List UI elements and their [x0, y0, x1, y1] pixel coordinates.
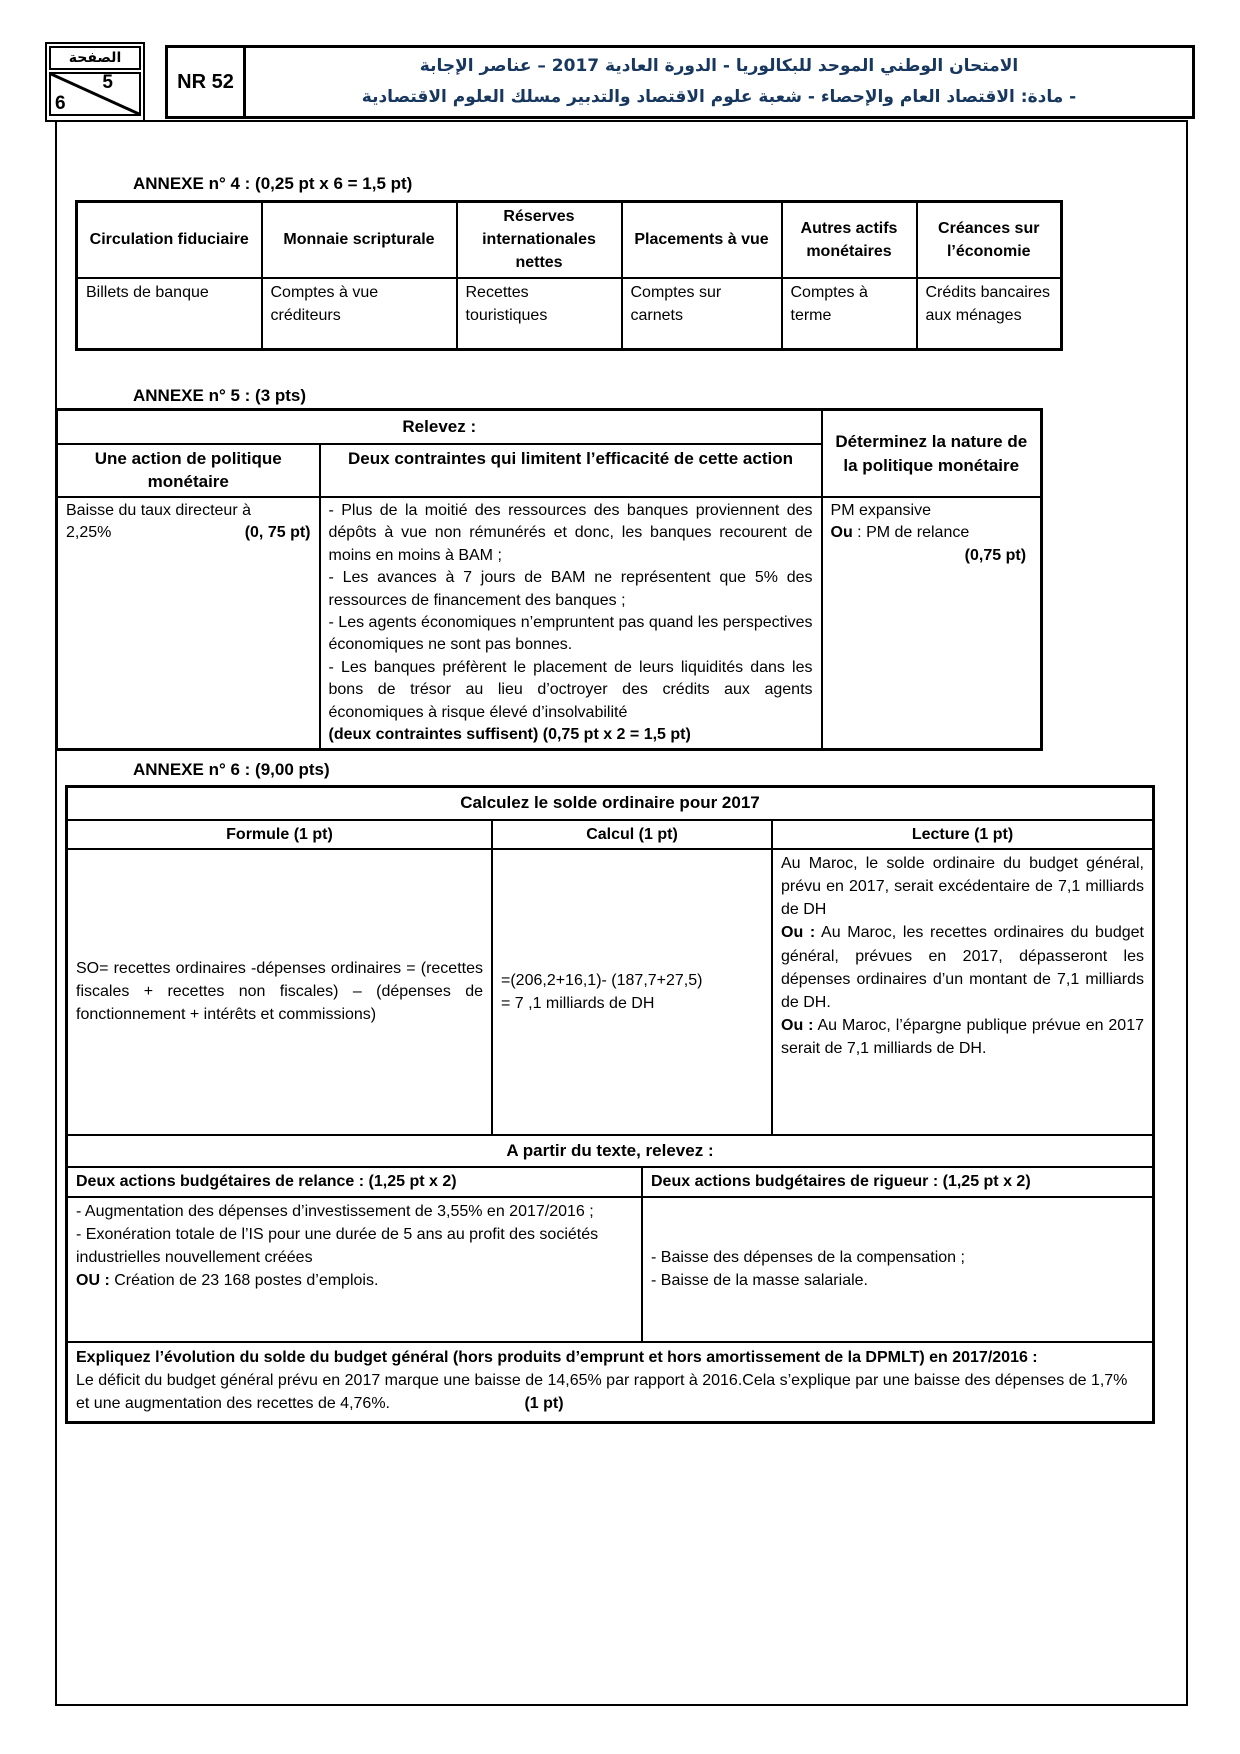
exam-reference-number: NR 52	[168, 48, 246, 116]
exam-title-line2: - مادة: الاقتصاد العام والإحصاء - شعبة علوم الاقتصاد والتدبير مسلك العلوم الاقتصادية	[361, 87, 1077, 107]
annexe4-table	[75, 200, 1063, 351]
relance-item-text: Création de 23 168 postes d’emplois.	[109, 1272, 379, 1290]
rigueur-item: - Baisse de la masse salariale.	[651, 1272, 868, 1290]
page-fraction	[49, 72, 141, 116]
lecture-text: Au Maroc, les recettes ordinaires du budget général, prévues en 2017, dépasseront les dépenses ordinaires d’un montant de 7,1 milliards de DH.	[781, 924, 1144, 1011]
annexe6-heading: ANNEXE n° 6 : (9,00 pts)	[133, 760, 330, 779]
annexe5-relevez-row	[57, 410, 1042, 444]
annexe4-cell: Recettes touristiques	[457, 278, 622, 350]
annexe6-table	[65, 785, 1155, 1424]
page-label: الصفحة	[49, 46, 141, 70]
constraint-item: - Les banques préfèrent le placement de leurs liquidités dans les bons de trésor au lieu d’octroyer des crédits aux agents économiques à risque élevé d’insolvabilité	[328, 658, 813, 721]
constraint-item: - Les avances à 7 jours de BAM ne représentent que 5% des ressources de financement des banques ;	[328, 569, 813, 609]
annexe6-explain-section	[68, 1341, 1152, 1422]
nature-points: (0,75 pt)	[964, 546, 1027, 564]
ou-label: Ou :	[781, 924, 816, 942]
relance-item: - Augmentation des dépenses d’investissement de 3,55% en 2017/2016 ;	[76, 1202, 594, 1220]
annexe4-cell: Comptes sur carnets	[622, 278, 782, 350]
nature-or-rest: : PM de relance	[852, 524, 970, 542]
annexe4-heading: ANNEXE n° 4 : (0,25 pt x 6 = 1,5 pt)	[133, 174, 413, 193]
annexe5-nature-header: Déterminez la nature de la politique monétaire	[822, 410, 1042, 498]
action-text: Baisse du taux directeur à	[66, 502, 251, 520]
calcul-line1: =(206,2+16,1)- (187,7+27,5)	[501, 971, 703, 989]
nature-answer-line1: PM expansive	[830, 502, 932, 520]
annexe4-col-header: Circulation fiduciaire	[77, 202, 262, 278]
lecture-cell	[773, 850, 1152, 1134]
annexe4-cell: Comptes à terme	[782, 278, 917, 350]
lecture-paragraph: Au Maroc, le solde ordinaire du budget général, prévu en 2017, serait excédentaire de 7,1 milliards de DH	[781, 854, 1144, 919]
explain-points: (1 pt)	[524, 1395, 564, 1413]
relance-item	[76, 1269, 633, 1292]
annexe4-col-header: Autres actifs monétaires	[782, 202, 917, 278]
page-current: 5	[102, 72, 113, 93]
annexe6-actions-row	[68, 1196, 1152, 1341]
annexe4-header-row	[77, 202, 1062, 278]
constraint-item: - Plus de la moitié des ressources des banques proviennent des dépôts à vue non rémunérés et donc, les banques recourent de moins en moins à BAM ;	[328, 502, 813, 564]
header-titlebar	[165, 45, 1195, 119]
annexe5-heading: ANNEXE n° 5 : (3 pts)	[133, 386, 307, 405]
annexe6-actions-headers	[68, 1166, 1152, 1195]
formule-cell: SO= recettes ordinaires -dépenses ordinaires = (recettes fiscales + recettes non fiscales) – (dépenses de fonctionnement + intérêts et commissions)	[68, 850, 493, 1134]
rigueur-item: - Baisse des dépenses de la compensation ;	[651, 1248, 965, 1266]
relance-cell	[68, 1198, 643, 1341]
rigueur-header: Deux actions budgétaires de rigueur : (1,25 pt x 2)	[651, 1173, 1031, 1191]
action-text-line2	[66, 522, 311, 544]
annexe4-cell: Billets de banque	[77, 278, 262, 350]
annexe4-cell: Crédits bancaires aux ménages	[917, 278, 1062, 350]
annexe4-col-header: Créances sur l’économie	[917, 202, 1062, 278]
ou-label: Ou :	[781, 1017, 814, 1035]
annexe5-constraints-cell	[320, 497, 822, 750]
action-points: (0, 75 pt)	[244, 524, 311, 542]
lecture-text: Au Maroc, l’épargne publique prévue en 2017 serait de 7,1 milliards de DH.	[781, 1017, 1144, 1058]
page-number-box	[45, 42, 145, 122]
formule-header: Formule (1 pt)	[68, 821, 493, 848]
constraint-item: - Les agents économiques n’empruntent pas quand les perspectives économiques ne sont pas bonnes.	[328, 614, 813, 654]
constraints-note: (deux contraintes suffisent) (0,75 pt x 2 = 1,5 pt)	[328, 726, 691, 743]
annexe5-relevez-header: Relevez :	[57, 410, 822, 444]
annexe5-table	[55, 408, 1043, 751]
annexe6-column-headers	[68, 819, 1152, 848]
explain-text: Le déficit du budget général prévu en 2017 marque une baisse de 14,65% par rapport à 2016.Cela s’explique par une baisse des dépenses de 1,7% et une augmentation des recettes de 4,76%.	[76, 1371, 1128, 1413]
lecture-paragraph	[781, 921, 1144, 1014]
relance-item: - Exonération totale de l’IS pour une durée de 5 ans au profit des sociétés industrielles nouvellement créées	[76, 1225, 599, 1267]
page-total: 6	[55, 93, 66, 114]
annexe6-calc-title: Calculez le solde ordinaire pour 2017	[460, 793, 760, 812]
annexe5-nature-cell	[822, 497, 1042, 750]
annexe4-answer-row	[77, 278, 1062, 350]
lecture-paragraph	[781, 1014, 1144, 1060]
explain-header: Expliquez l’évolution du solde du budget général (hors produits d’emprunt et hors amortissement de la DPMLT) en 2017/2016 :	[76, 1348, 1038, 1366]
calcul-cell	[493, 850, 773, 1134]
nature-answer-line2	[831, 522, 1033, 544]
annexe6-answer-row	[68, 848, 1152, 1134]
lecture-header: Lecture (1 pt)	[911, 825, 1014, 843]
annexe5-action-header: Une action de politique monétaire	[57, 444, 320, 498]
annexe5-action-cell	[57, 497, 320, 750]
annexe5-answer-row	[57, 497, 1042, 750]
relance-header: Deux actions budgétaires de relance : (1,25 pt x 2)	[68, 1168, 643, 1195]
exam-title-line1: الامتحان الوطني الموحد للبكالوريا - الدورة العادية 2017 – عناصر الإجابة	[419, 56, 1019, 76]
rigueur-cell	[643, 1198, 1152, 1341]
annexe5-constraints-header: Deux contraintes qui limitent l’efficacité de cette action	[320, 444, 822, 498]
explain-answer	[76, 1369, 1144, 1415]
annexe4-col-header: Réserves internationales nettes	[457, 202, 622, 278]
calcul-header: Calcul (1 pt)	[493, 821, 773, 848]
annexe4-col-header: Placements à vue	[622, 202, 782, 278]
annexe4-col-header: Monnaie scripturale	[262, 202, 457, 278]
annexe4-cell: Comptes à vue créditeurs	[262, 278, 457, 350]
annexe6-releve-title: A partir du texte, relevez :	[68, 1134, 1152, 1167]
nature-or: Ou	[830, 524, 853, 542]
exam-title	[246, 48, 1192, 116]
ou-label: OU :	[76, 1272, 110, 1290]
action-value: 2,25%	[66, 524, 112, 542]
calcul-line2: = 7 ,1 milliards de DH	[501, 994, 655, 1012]
